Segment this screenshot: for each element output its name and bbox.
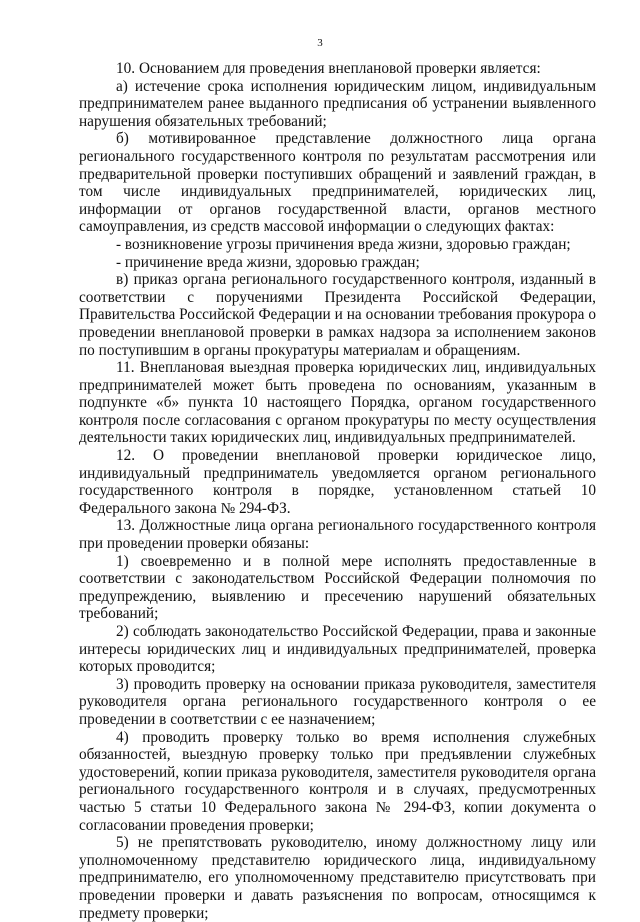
paragraph-dash-threat: - возникновение угрозы причинения вреда жизни, здоровью граждан; (116, 235, 571, 253)
paragraph-duty-2: 2) соблюдать законодательство Российской Федерации, права и законные интересы юридических лиц и индивидуальных предпринимателей, проверка которых проводится; (79, 623, 596, 676)
paragraph-duty-5: 5) не препятствовать руководителю, иному должностному лицу или уполномоченному представителю юридического лица, индивидуальному предпринимателю, его уполномоченному представителю присутствовать при проведении проверки и давать разъяснения по вопросам, относящимся к предмету проверки; (79, 834, 596, 922)
paragraph-item-12: 12. О проведении внеплановой проверки юридическое лицо, индивидуальный предприниматель уведомляется органом регионального государственного контроля в порядке, установленном статьей 10 Федерального закона № 294-ФЗ. (79, 447, 596, 517)
paragraph-duty-3: 3) проводить проверку на основании приказа руководителя, заместителя руководителя органа регионального государственного контроля о ее проведении в соответствии с ее назначением; (79, 675, 596, 728)
paragraph-dash-harm: - причинение вреда жизни, здоровью граждан; (116, 253, 420, 271)
paragraph-subitem-a: а) истечение срока исполнения юридическим лицом, индивидуальным предпринимателем ранее выданного предписания об устранении выявленного нарушения обязательных требований; (79, 77, 596, 130)
paragraph-duty-4: 4) проводить проверку только во время исполнения служебных обязанностей, выездную проверку только при предъявлении служебных удостоверений, копии приказа руководителя, заместителя руководителя органа регионального государственного контроля и в случаях, предусмотренных частью 5 статьи 10 Федерального закона № 294-ФЗ, копии документа о согласовании проведения проверки; (79, 728, 596, 834)
document-body (79, 60, 596, 922)
paragraph-subitem-b: б) мотивированное представление должностного лица органа регионального государственного контроля по результатам рассмотрения или предварительной проверки поступивших обращений и заявлений граждан, в том числе индивидуальных предпринимателей, юридических лиц, информации от органов государственной власти, органов местного самоуправления, из средств массовой информации о следующих фактах: (79, 130, 596, 236)
paragraph-item-11: 11. Внеплановая выездная проверка юридических лиц, индивидуальных предпринимателей может быть проведена по основаниям, указанным в подпункте «б» пункта 10 настоящего Порядка, органом государственного контроля после согласования с органом прокуратуры по месту осуществления деятельности таких юридических лиц, индивидуальных предпринимателей. (79, 359, 596, 447)
paragraph-subitem-v: в) приказ органа регионального государственного контроля, изданный в соответствии с поручениями Президента Российской Федерации, Правительства Российской Федерации и на основании требования прокурора о проведении внеплановой проверки в рамках надзора за исполнением законов по поступившим в органы прокуратуры материалам и обращениям. (79, 271, 596, 359)
paragraph-item-13-heading: 13. Должностные лица органа регионального государственного контроля при проведении проверки обязаны: (79, 517, 596, 553)
paragraph-item-10-heading: 10. Основанием для проведения внеплановой проверки является: (116, 60, 541, 77)
paragraph-duty-1: 1) своевременно и в полной мере исполнять предоставленные в соответствии с законодательством Российской Федерации полномочия по предупреждению, выявлению и пресечению нарушений обязательных требований; (79, 552, 596, 623)
page-number: 3 (317, 37, 323, 49)
